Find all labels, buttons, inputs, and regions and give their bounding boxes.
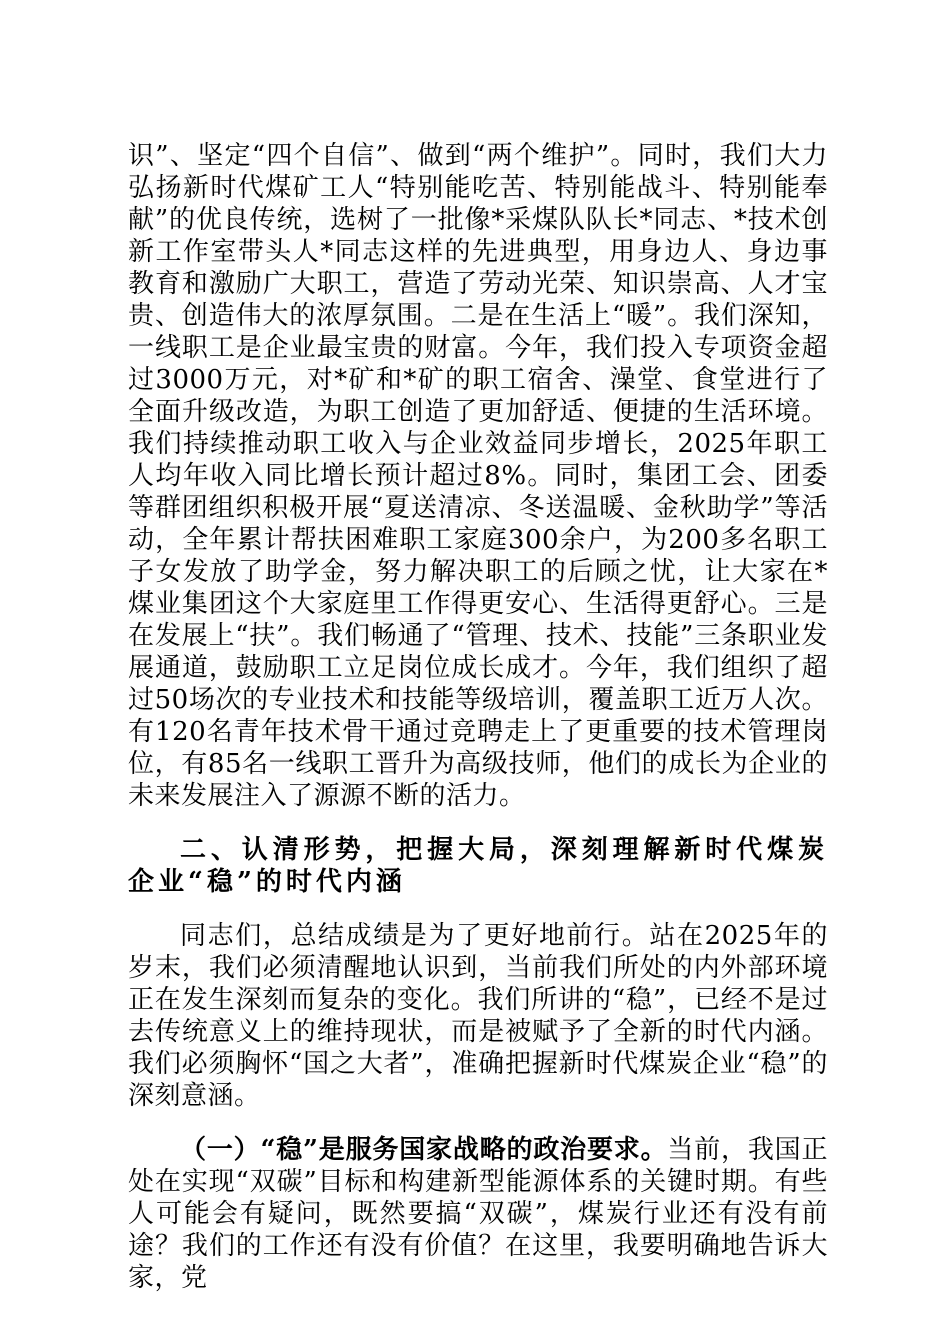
body-paragraph-3: [128, 1134, 828, 1294]
section-heading-2: 二、认清形势，把握大局，深刻理解新时代煤炭企业“稳”的时代内涵: [128, 835, 828, 897]
document-page: [128, 140, 828, 1330]
body-paragraph-2: 同志们，总结成绩是为了更好地前行。站在2025年的岁末，我们必须清醒地认识到，当前我们所处的内外部环境正在发生深刻而复杂的变化。我们所讲的“稳”，已经不是过去传统意义上的维持现状，而是被赋予了全新的时代内涵。我们必须胸怀“国之大者”，准确把握新时代煤炭企业“稳”的深刻意涵。: [128, 921, 828, 1111]
body-paragraph-3-text: 当前，我国正处在实现“双碳”目标和构建新型能源体系的关键时期。有些人可能会有疑问，既然要搞“双碳”，煤炭行业还有没有前途？我们的工作还有没有价值？在这里，我要明确地告诉大家，党: [128, 1135, 828, 1293]
body-paragraph-1: 识”、坚定“四个自信”、做到“两个维护”。同时，我们大力弘扬新时代煤矿工人“特别能吃苦、特别能战斗、特别能奉献”的优良传统，选树了一批像*采煤队队长*同志、*技术创新工作室带头人*同志这样的先进典型，用身边人、身边事教育和激励广大职工，营造了劳动光荣、知识崇高、人才宝贵、创造伟大的浓厚氛围。二是在生活上“暖”。我们深知，一线职工是企业最宝贵的财富。今年，我们投入专项资金超过3000万元，对*矿和*矿的职工宿舍、澡堂、食堂进行了全面升级改造，为职工创造了更加舒适、便捷的生活环境。我们持续推动职工收入与企业效益同步增长，2025年职工人均年收入同比增长预计超过8%。同时，集团工会、团委等群团组织积极开展“夏送清凉、冬送温暖、金秋助学”等活动，全年累计帮扶困难职工家庭300余户，为200多名职工子女发放了助学金，努力解决职工的后顾之忧，让大家在*煤业集团这个大家庭里工作得更安心、生活得更舒心。三是在发展上“扶”。我们畅通了“管理、技术、技能”三条职业发展通道，鼓励职工立足岗位成长成才。今年，我们组织了超过50场次的专业技术和技能等级培训，覆盖职工近万人次。有120名青年技术骨干通过竞聘走上了更重要的技术管理岗位，有85名一线职工晋升为高级技师，他们的成长为企业的未来发展注入了源源不断的活力。: [128, 141, 828, 811]
subsection-heading-1: （一）“稳”是服务国家战略的政治要求。: [180, 1135, 668, 1165]
